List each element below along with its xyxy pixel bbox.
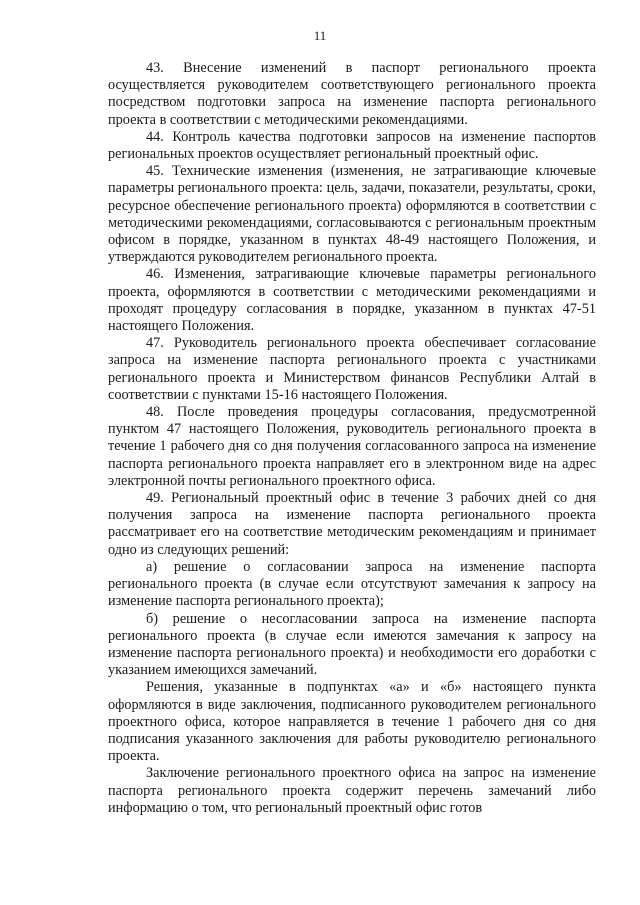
page-number: 11	[313, 28, 327, 43]
paragraph-48: 48. После проведения процедуры согласования, предусмотренной пунктом 47 настоящего Положения, руководитель регионального проекта в течение 1 рабочего дня со дня получения согласованного запроса на изменение паспорта регионального проекта направляет его в электронном виде на адрес электронной почты регионального проектного офиса.	[108, 404, 596, 489]
paragraph-49-b: б) решение о несогласовании запроса на изменение паспорта регионального проекта (в случае если имеются замечания к запросу на изменение паспорта регионального проекта) и необходимости его доработки с указанием имеющихся замечаний.	[108, 610, 596, 679]
paragraph-44: 44. Контроль качества подготовки запросов на изменение паспортов региональных проектов осуществляет региональный проектный офис.	[108, 128, 596, 163]
document-body	[108, 60, 596, 817]
paragraph-conclusion: Заключение регионального проектного офиса на запрос на изменение паспорта регионального проекта содержит перечень замечаний либо информацию о том, что региональный проектный офис готов	[108, 765, 596, 816]
paragraph-49-a: а) решение о согласовании запроса на изменение паспорта регионального проекта (в случае если отсутствуют замечания к запросу на изменение паспорта регионального проекта);	[108, 558, 596, 610]
paragraph-43: 43. Внесение изменений в паспорт регионального проекта осуществляется руководителем соответствующего регионального проекта посредством подготовки запроса на изменение паспорта регионального проекта в соответствии с методическими рекомендациями.	[108, 60, 596, 128]
paragraph-49: 49. Региональный проектный офис в течение 3 рабочих дней со дня получения запроса на изменение паспорта регионального проекта рассматривает его на соответствие методическим рекомендациям и принимает одно из следующих решений:	[108, 490, 596, 558]
paragraph-45: 45. Технические изменения (изменения, не затрагивающие ключевые параметры регионального проекта: цель, задачи, показатели, результаты, сроки, ресурсное обеспечение регионального проекта) оформляются в соответствии с методическими рекомендациями, согласовываются с региональным проектным офисом в порядке, указанном в пунктах 48-49 настоящего Положения, и утверждаются руководителем регионального проекта.	[108, 163, 596, 266]
paragraph-47: 47. Руководитель регионального проекта обеспечивает согласование запроса на изменение паспорта регионального проекта с участниками регионального проекта и Министерством финансов Республики Алтай в соответствии с пунктами 15-16 настоящего Положения.	[108, 335, 596, 403]
paragraph-decisions: Решения, указанные в подпунктах «а» и «б» настоящего пункта оформляются в виде заключения, подписанного руководителем регионального проектного офиса, которое направляется в течение 1 рабочего дня со дня подписания указанного заключения для работы руководителю регионального проекта.	[108, 679, 596, 765]
paragraph-46: 46. Изменения, затрагивающие ключевые параметры регионального проекта, оформляются в соответствии с методическими рекомендациями и проходят процедуру согласования в порядке, указанном в пунктах 47-51 настоящего Положения.	[108, 266, 596, 335]
